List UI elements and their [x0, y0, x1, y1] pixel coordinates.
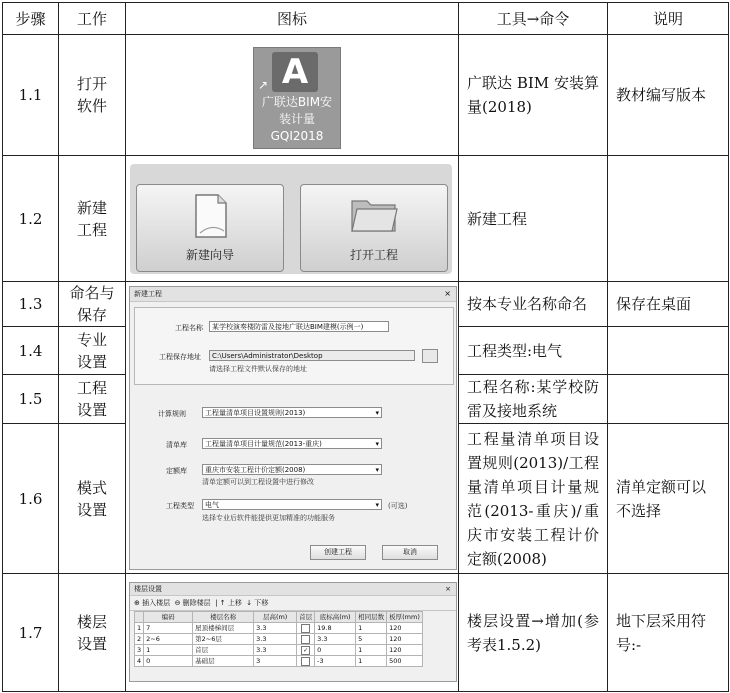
- header-work: 工作: [59, 3, 126, 35]
- optional-hint: (可选): [388, 502, 408, 510]
- start-panel: [130, 164, 452, 274]
- tool-command: 广联达 BIM 安装算量(2018): [459, 35, 608, 156]
- app-icon-cell: [126, 35, 459, 156]
- header-note: 说明: [608, 3, 729, 35]
- move-down-button[interactable]: 下移: [254, 599, 269, 607]
- dialog-title-bar: 新建工程 ×: [130, 287, 456, 302]
- tool-command: 按本专业名称命名: [459, 282, 608, 327]
- floor-table-header: [135, 612, 423, 623]
- insert-floor-button[interactable]: 插入楼层: [142, 599, 171, 607]
- list-lib-select[interactable]: 工程量清单项目计量规范(2013-重庆) ▾: [202, 438, 382, 449]
- header-icon: 图标: [126, 3, 459, 35]
- col-first-floor: 首层: [297, 612, 315, 623]
- first-floor-checkbox[interactable]: [301, 657, 310, 666]
- work-name: 命名与 保存: [59, 282, 126, 327]
- col-bottom-elev: 底标高(m): [315, 612, 356, 623]
- note: 地下层采用符号:-: [608, 574, 729, 692]
- project-type-hint: 选择专业后软件能提供更加精准的功能服务: [202, 514, 335, 522]
- close-icon[interactable]: ×: [444, 289, 451, 298]
- step-number: 1.7: [3, 574, 59, 692]
- dialog-title-bar: 楼层设置 ×: [130, 583, 456, 596]
- note: 清单定额可以不选择: [608, 424, 729, 574]
- tool-command: 楼层设置→增加(参考表1.5.2): [459, 574, 608, 692]
- note: [608, 156, 729, 282]
- app-logo-letter: A: [272, 52, 318, 92]
- project-name-label: 工程名称: [175, 324, 203, 332]
- work-name: 模式 设置: [59, 424, 126, 574]
- calc-rule-label: 计算规则: [158, 410, 186, 418]
- project-type-label: 工程类型: [166, 502, 194, 510]
- list-lib-label: 清单库: [166, 441, 187, 449]
- move-up-button[interactable]: 上移: [227, 599, 242, 607]
- quota-lib-select[interactable]: 重庆市安装工程计价定额(2008) ▾: [202, 464, 382, 475]
- new-project-dialog: [129, 286, 457, 570]
- tool-command: 工程名称:某学校防雷及接地系统: [459, 375, 608, 424]
- col-code: 编码: [144, 612, 193, 623]
- insert-floor-icon: ⊕: [134, 599, 140, 607]
- tool-command: 工程量清单项目设置规则(2013)/工程量清单项目计量规范(2013-重庆)/重庆市安装工程计价定额(2008): [459, 424, 608, 574]
- table-row[interactable]: 1 7 屋顶楼梯间层 3.3 19.8 1 120: [135, 623, 423, 634]
- new-project-dialog-cell: [126, 282, 459, 574]
- table-row[interactable]: 3 1 首层 3.3 ✓ 0 1 120: [135, 645, 423, 656]
- first-floor-checkbox[interactable]: ✓: [303, 646, 309, 654]
- open-project-label: 打开工程: [349, 248, 398, 262]
- create-project-button[interactable]: 创建工程: [310, 545, 366, 560]
- table-row[interactable]: 4 0 基础层 3 -3 1 500: [135, 656, 423, 667]
- delete-floor-button[interactable]: 删除楼层: [182, 599, 211, 607]
- work-name: 打开 软件: [59, 35, 126, 156]
- save-path-input[interactable]: C:\Users\Administrator\Desktop: [209, 350, 415, 361]
- header-tool: 工具→命令: [459, 3, 608, 35]
- work-name: 楼层 设置: [59, 574, 126, 692]
- move-up-icon: ↑: [219, 599, 226, 607]
- new-wizard-label: 新建向导: [185, 248, 234, 262]
- new-document-icon: [190, 193, 230, 239]
- step-number: 1.6: [3, 424, 59, 574]
- step-number: 1.4: [3, 327, 59, 375]
- floor-settings-dialog: [129, 582, 457, 682]
- first-floor-checkbox[interactable]: [301, 635, 310, 644]
- folder-icon: [349, 195, 399, 235]
- browse-folder-icon[interactable]: [422, 349, 438, 363]
- app-icon-label: 广联达BIM安 装计量 GQI2018: [261, 95, 333, 143]
- tool-command: 工程类型:电气: [459, 327, 608, 375]
- quota-hint: 清单定额可以到工程设置中进行修改: [202, 478, 314, 486]
- calc-rule-select[interactable]: 工程量清单项目设置规则(2013) ▾: [202, 407, 382, 418]
- step-number: 1.5: [3, 375, 59, 424]
- step-number: 1.3: [3, 282, 59, 327]
- project-name-input[interactable]: 某学校演奏楼防雷及接地广联达BIM建模(示例一): [209, 321, 389, 332]
- note: [608, 327, 729, 375]
- app-shortcut-icon[interactable]: [253, 47, 341, 149]
- start-screen-cell: [126, 156, 459, 282]
- note: 保存在桌面: [608, 282, 729, 327]
- row-1-1: [3, 35, 729, 156]
- save-path-label: 工程保存地址: [159, 353, 201, 361]
- move-down-icon: ↓: [246, 599, 253, 607]
- step-number: 1.1: [3, 35, 59, 156]
- table-row[interactable]: 2 2~6 第2~6层 3.3 3.3 5 120: [135, 634, 423, 645]
- floor-dialog-cell: [126, 574, 459, 692]
- steps-table: [2, 2, 729, 692]
- floor-toolbar: ⊕ 插入楼层 ⊖ 删除楼层 | ↑ 上移 ↓ 下移: [130, 596, 456, 611]
- cancel-button[interactable]: 取消: [382, 545, 438, 560]
- shortcut-arrow-icon: ↗: [258, 78, 269, 92]
- new-wizard-button[interactable]: [136, 184, 284, 272]
- col-height: 层高(m): [254, 612, 297, 623]
- work-name: 工程 设置: [59, 375, 126, 424]
- col-slab-thickness: 板厚(mm): [387, 612, 423, 623]
- header-row: [3, 3, 729, 35]
- delete-floor-icon: ⊖: [174, 599, 181, 607]
- col-index: [135, 612, 144, 623]
- close-icon[interactable]: ×: [445, 585, 451, 593]
- basic-info-group: [134, 307, 454, 385]
- quota-lib-label: 定额库: [166, 467, 187, 475]
- first-floor-checkbox[interactable]: [301, 624, 310, 633]
- project-type-select[interactable]: 电气 ▾: [202, 499, 382, 510]
- step-number: 1.2: [3, 156, 59, 282]
- row-1-7: [3, 574, 729, 692]
- save-path-hint: 请选择工程文件默认保存的地址: [209, 365, 307, 373]
- tool-command: 新建工程: [459, 156, 608, 282]
- open-project-button[interactable]: [300, 184, 448, 272]
- note: [608, 375, 729, 424]
- note: 教材编写版本: [608, 35, 729, 156]
- work-name: 新建 工程: [59, 156, 126, 282]
- work-name: 专业 设置: [59, 327, 126, 375]
- row-1-2: [3, 156, 729, 282]
- col-same-count: 相同层数: [356, 612, 387, 623]
- col-floor-name: 楼层名称: [193, 612, 254, 623]
- floor-table: [134, 611, 423, 667]
- row-1-3: [3, 282, 729, 327]
- header-step: 步骤: [3, 3, 59, 35]
